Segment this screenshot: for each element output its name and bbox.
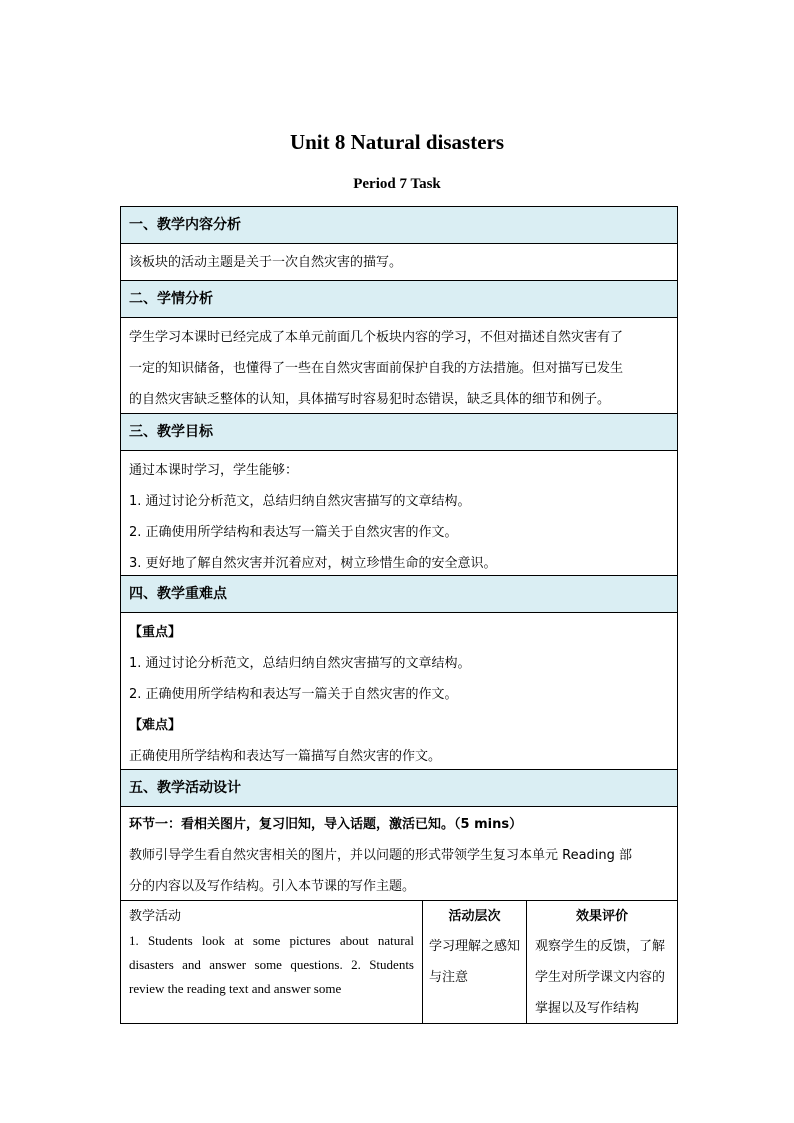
content-analysis-text: 该板块的活动主题是关于一次自然灾害的描写。: [129, 255, 403, 270]
student-analysis-line: 一定的知识储备，也懂得了一些在自然灾害面前保护自我的方法措施。但对描写已发生: [129, 361, 624, 376]
key-points-body: [121, 613, 677, 770]
student-analysis-body: [121, 318, 677, 414]
section-heading-key-points: 四、教学重难点: [121, 576, 677, 613]
section-heading-objectives: 三、教学目标: [121, 414, 677, 451]
key-points-label: 【重点】: [129, 625, 182, 640]
objectives-intro: 通过本课时学习，学生能够：: [129, 463, 299, 478]
objective-item: 3. 更好地了解自然灾害并沉着应对，树立珍惜生命的安全意识。: [129, 556, 497, 571]
objectives-body: [121, 451, 677, 576]
effect-evaluation-text: 观察学生的反馈，了解学生对所学课文内容的掌握以及写作结构: [535, 939, 666, 1016]
section-heading-content-analysis: 一、教学内容分析: [121, 207, 677, 244]
objective-item: 2. 正确使用所学结构和表达写一篇关于自然灾害的作文。: [129, 525, 458, 540]
page-title: Unit 8 Natural disasters: [289, 130, 505, 154]
difficult-point-text: 正确使用所学结构和表达写一篇描写自然灾害的作文。: [129, 749, 442, 764]
activity-grid: [121, 901, 677, 1023]
effect-evaluation-label: 效果评价: [575, 909, 628, 924]
teaching-activity-cell: [121, 901, 423, 1023]
section-heading-student-analysis: 二、学情分析: [121, 281, 677, 318]
student-analysis-line: 的自然灾害缺乏整体的认知，具体描写时容易犯时态错误，缺乏具体的细节和例子。: [129, 392, 611, 407]
difficult-points-label: 【难点】: [129, 718, 182, 733]
content-analysis-body: [121, 244, 677, 281]
activity-level-cell: [423, 901, 527, 1023]
student-analysis-line: 学生学习本课时已经完成了本单元前面几个板块内容的学习，不但对描述自然灾害有了: [129, 330, 624, 345]
teaching-activity-label: 教学活动: [129, 909, 182, 924]
objective-item: 1. 通过讨论分析范文，总结归纳自然灾害描写的文章结构。: [129, 494, 471, 509]
page-subtitle: Period 7 Task: [353, 176, 441, 192]
section-heading-activity-design: 五、教学活动设计: [121, 770, 677, 807]
activity-level-text: 学习理解之感知与注意: [429, 939, 521, 985]
activity-step-line: 分的内容以及写作结构。引入本节课的写作主题。: [129, 879, 416, 894]
lesson-plan-table: [120, 206, 678, 1024]
effect-evaluation-cell: [527, 901, 677, 1023]
activity-step-body: [121, 807, 677, 901]
key-point-item: 2. 正确使用所学结构和表达写一篇关于自然灾害的作文。: [129, 687, 458, 702]
activity-level-label: 活动层次: [448, 909, 501, 924]
activity-step-line: 教师引导学生看自然灾害相关的图片，并以问题的形式带领学生复习本单元 Reading 部: [129, 848, 633, 863]
teaching-activity-text: 1. Students look at some pictures about natural disasters and answer some questions. 2. Students review the reading text and answer some: [129, 933, 414, 996]
key-point-item: 1. 通过讨论分析范文，总结归纳自然灾害描写的文章结构。: [129, 656, 471, 671]
activity-step-title: 环节一：看相关图片，复习旧知，导入话题，激活已知。（5 mins）: [129, 817, 523, 832]
